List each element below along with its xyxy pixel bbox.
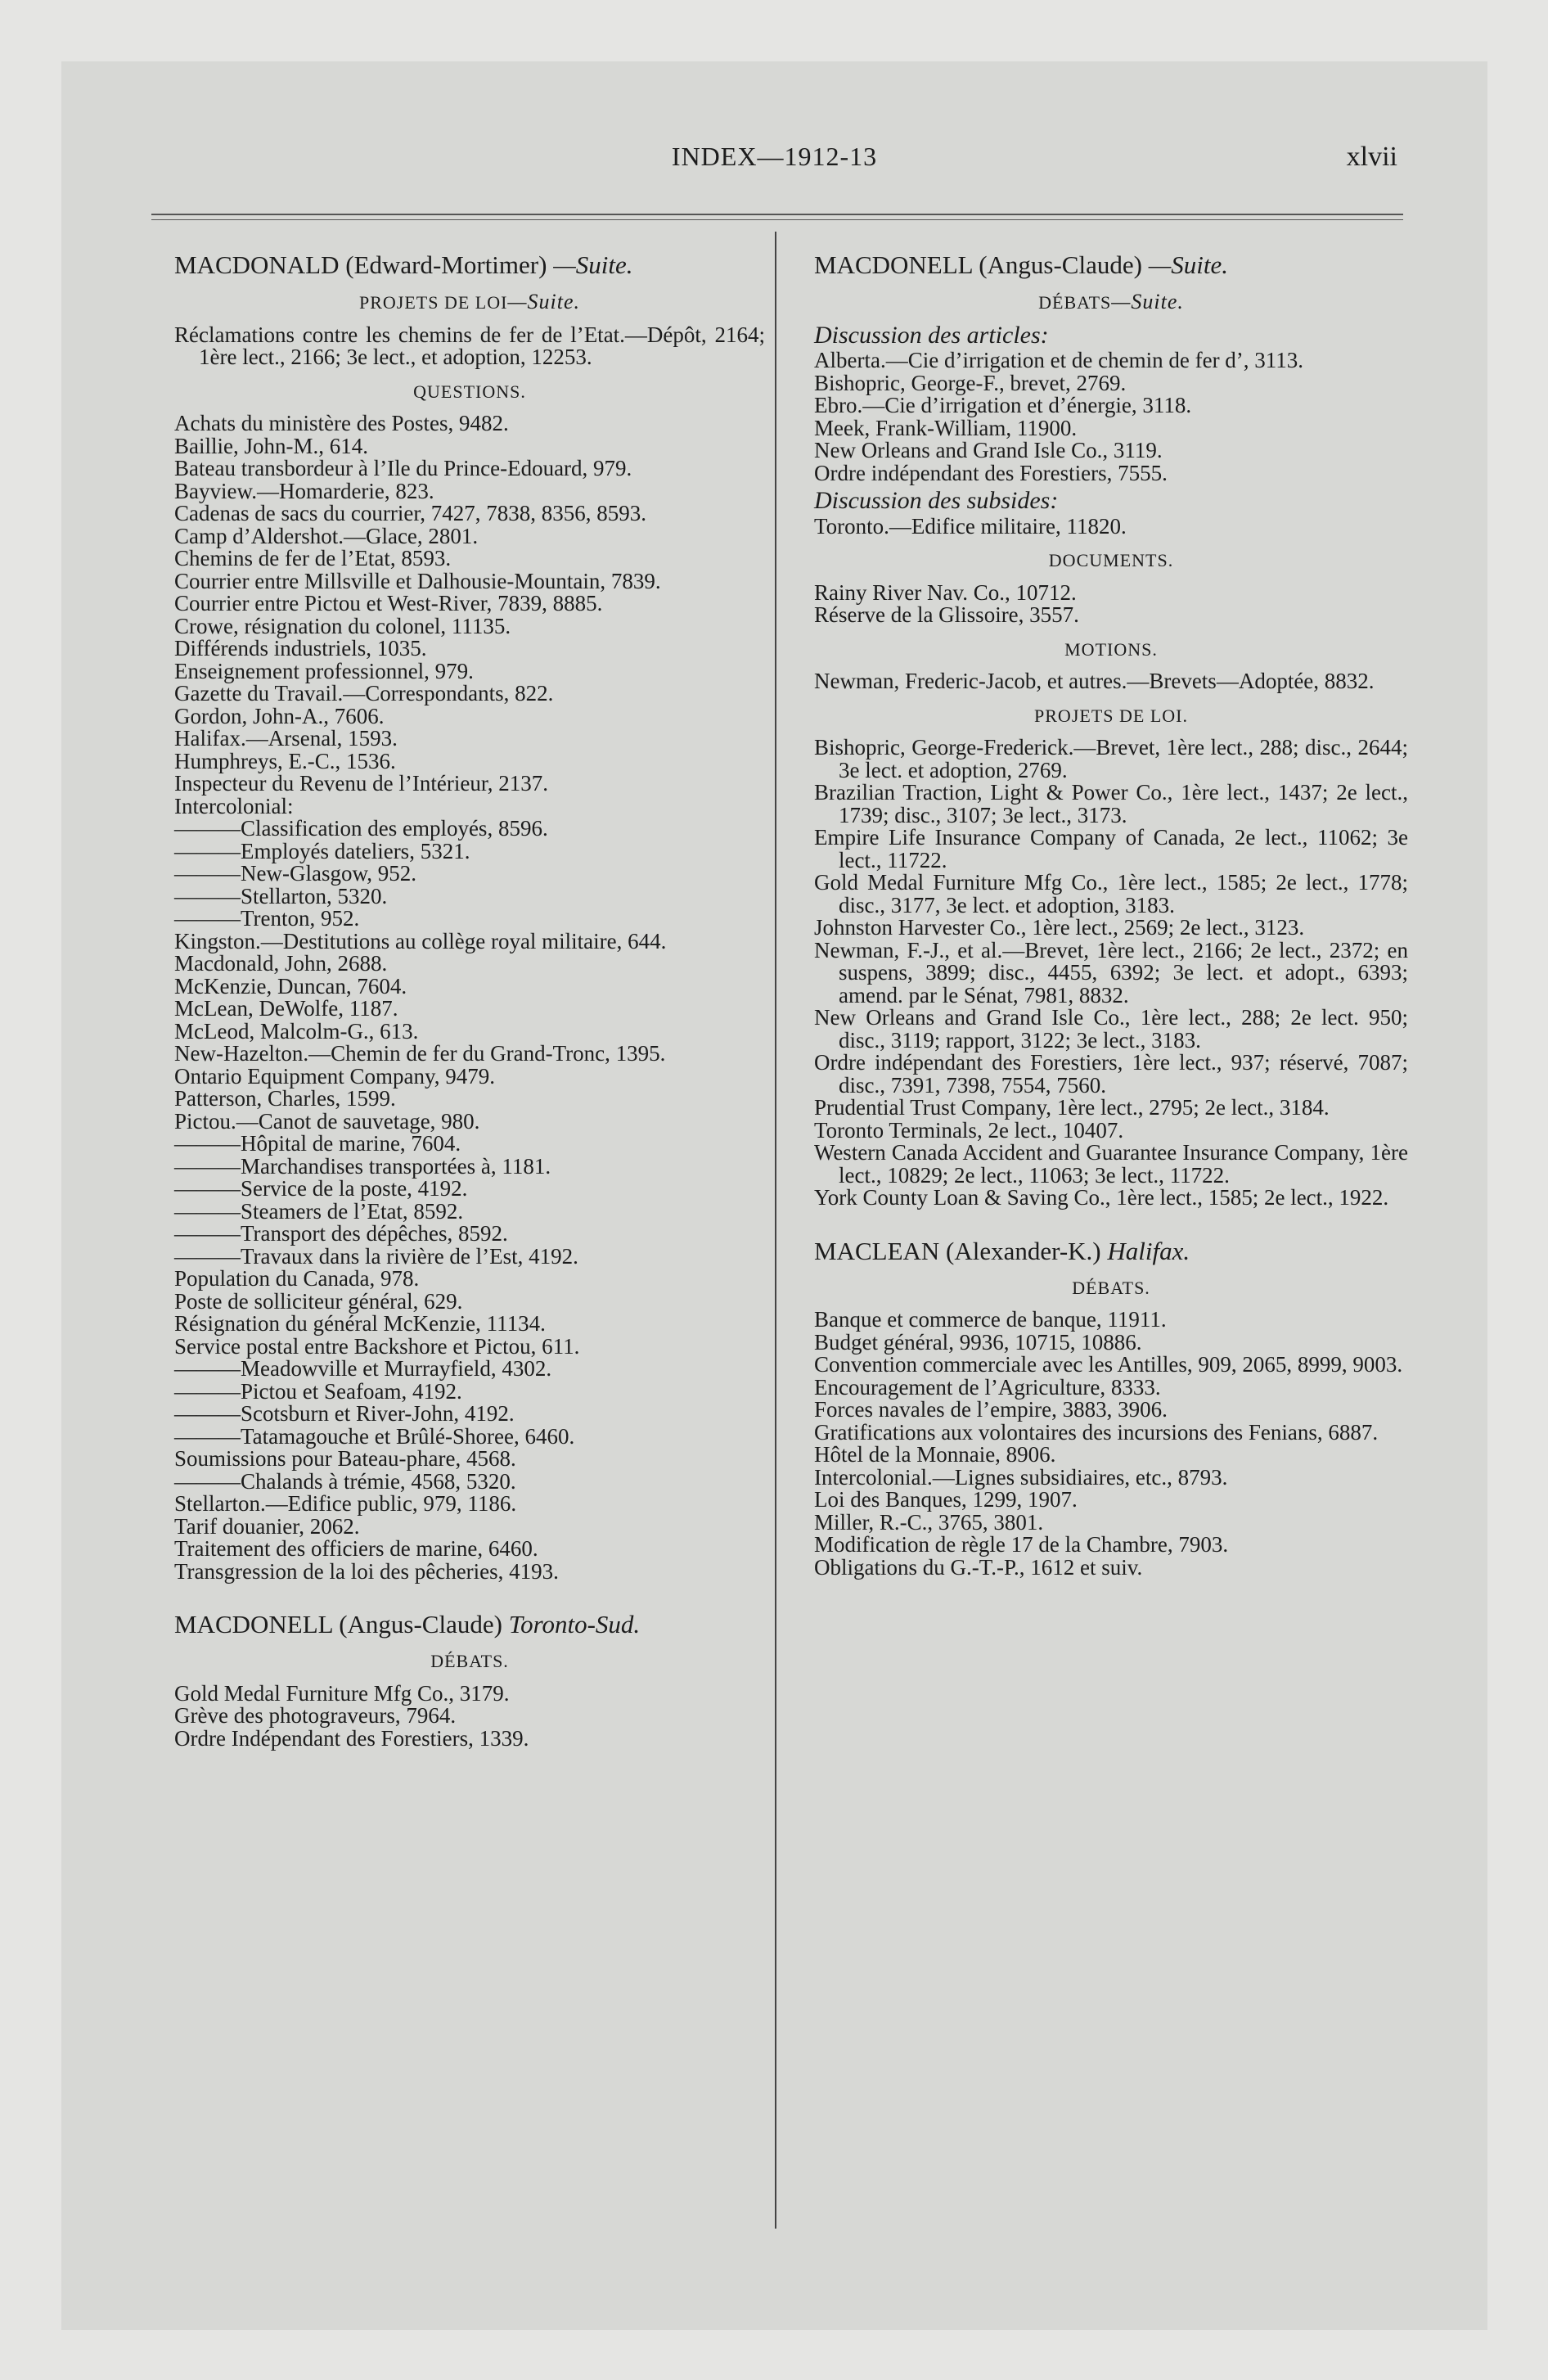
- index-entry: ———Employés dateliers, 5321.: [174, 838, 470, 863]
- index-entry: ———Service de la poste, 4192.: [174, 1176, 468, 1201]
- index-entry: Loi des Banques, 1299, 1907.: [814, 1487, 1078, 1512]
- entry-list: [814, 349, 1408, 485]
- index-entry: Empire Life Insurance Company of Canada, 2e lect., 11062; 3e lect., 11722.: [814, 825, 1408, 872]
- section-label: DÉBATS—Suite.: [1038, 290, 1184, 313]
- index-entry: Forces navales de l’empire, 3883, 3906.: [814, 1397, 1168, 1422]
- entry-list: [814, 513, 1408, 539]
- index-entry: Pictou.—Canot de sauvetage, 980.: [174, 1108, 480, 1134]
- index-entry: Enseignement professionnel, 979.: [174, 658, 474, 683]
- index-entry: ———Chalands à trémie, 4568, 5320.: [174, 1468, 516, 1494]
- section-label: QUESTIONS.: [413, 381, 526, 402]
- index-entry: Camp d’Aldershot.—Glace, 2801.: [174, 523, 479, 548]
- index-entry: ———Trenton, 952.: [174, 906, 360, 931]
- entry-list: [174, 1680, 765, 1751]
- index-entry: Brazilian Traction, Light & Power Co., 1ère lect., 1437; 2e lect., 1739; disc., 3107; 3e lect., 3173.: [814, 780, 1408, 827]
- index-entry: ———Tatamagouche et Brûlé-Shoree, 6460.: [174, 1423, 575, 1449]
- page-header: [61, 142, 1487, 181]
- subsection-label: Discussion des articles:: [814, 321, 1049, 349]
- index-entry: Halifax.—Arsenal, 1593.: [174, 726, 398, 751]
- index-entry: ———Marchandises transportées à, 1181.: [174, 1153, 551, 1179]
- entry-list: [174, 412, 765, 1583]
- index-entry: Ontario Equipment Company, 9479.: [174, 1063, 495, 1089]
- index-entry: Gratifications aux volontaires des incursions des Fenians, 6887.: [814, 1419, 1379, 1445]
- index-entry: Miller, R.-C., 3765, 3801.: [814, 1509, 1044, 1535]
- index-entry: New Orleans and Grand Isle Co., 3119.: [814, 438, 1163, 462]
- index-entry: Ordre indépendant des Forestiers, 1ère lect., 937; réservé, 7087; disc., 7391, 7398, 7554, 7560.: [814, 1050, 1408, 1098]
- section-label: DÉBATS.: [1072, 1277, 1150, 1298]
- index-entry: Poste de solliciteur général, 629.: [174, 1288, 463, 1314]
- index-entry: Réserve de la Glissoire, 3557.: [814, 602, 1079, 627]
- index-entry: Cadenas de sacs du courrier, 7427, 7838, 8356, 8593.: [174, 501, 647, 525]
- index-entry: Soumissions pour Bateau-phare, 4568.: [174, 1446, 516, 1471]
- index-entry: Traitement des officiers de marine, 6460.: [174, 1536, 538, 1561]
- entry-list: [814, 737, 1408, 1210]
- right-column: [814, 251, 1408, 1579]
- index-entry: Obligations du G.-T.-P., 1612 et suiv.: [814, 1554, 1143, 1580]
- index-entry: Gazette du Travail.—Correspondants, 822.: [174, 681, 554, 705]
- index-entry: Patterson, Charles, 1599.: [174, 1086, 396, 1111]
- index-entry: ———Pictou et Seafoam, 4192.: [174, 1378, 462, 1404]
- index-entry: Inspecteur du Revenu de l’Intérieur, 2137.: [174, 771, 549, 796]
- index-entry: McLean, DeWolfe, 1187.: [174, 996, 398, 1021]
- index-entry: Population du Canada, 978.: [174, 1266, 420, 1291]
- index-entry: Budget général, 9936, 10715, 10886.: [814, 1329, 1142, 1355]
- index-entry: ———Classification des employés, 8596.: [174, 816, 548, 841]
- index-entry: ———Steamers de l’Etat, 8592.: [174, 1198, 464, 1224]
- index-entry: Transgression de la loi des pêcheries, 4193.: [174, 1558, 559, 1584]
- index-entry: ———Transport des dépêches, 8592.: [174, 1221, 508, 1246]
- index-entry: Service postal entre Backshore et Pictou, 611.: [174, 1333, 580, 1359]
- index-entry: New Orleans and Grand Isle Co., 1ère lect., 288; 2e lect. 950; disc., 3119; rapport, 3122; 3e lect., 3183.: [814, 1005, 1408, 1053]
- index-entry: Différends industriels, 1035.: [174, 636, 427, 660]
- page-number: xlvii: [1346, 142, 1397, 172]
- section-label: PROJETS DE LOI—Suite.: [358, 290, 581, 313]
- column-divider: [775, 232, 776, 2229]
- index-entry: Toronto.—Edifice militaire, 11820.: [814, 513, 1127, 539]
- index-entry: Banque et commerce de banque, 11911.: [814, 1307, 1167, 1332]
- index-entry: Bayview.—Homarderie, 823.: [174, 478, 434, 503]
- index-entry: Bishopric, George-Frederick.—Brevet, 1ère lect., 288; disc., 2644; 3e lect. et adoption, 2769.: [814, 735, 1408, 782]
- header-rule-thin: [151, 219, 1403, 220]
- section-label: PROJETS DE LOI.: [1034, 705, 1188, 726]
- entry-list: [814, 1309, 1408, 1579]
- index-entry: Johnston Harvester Co., 1ère lect., 2569; 2e lect., 3123.: [814, 915, 1305, 940]
- page-title: INDEX—1912-13: [671, 142, 878, 171]
- index-entry: ———Meadowville et Murrayfield, 4302.: [174, 1356, 552, 1381]
- header-rule: [151, 214, 1403, 215]
- index-entry: Tarif douanier, 2062.: [174, 1513, 360, 1539]
- subsection-label: Discussion des subsides:: [814, 487, 1059, 514]
- index-entry: Humphreys, E.-C., 1536.: [174, 748, 396, 773]
- index-entry: ———Hôpital de marine, 7604.: [174, 1131, 461, 1156]
- section-label: DÉBATS.: [430, 1651, 509, 1671]
- index-entry: McLeod, Malcolm-G., 613.: [174, 1018, 419, 1044]
- member-heading: MACDONALD (Edward-Mortimer) —Suite.: [174, 250, 633, 279]
- index-entry: Macdonald, John, 2688.: [174, 951, 388, 976]
- index-entry: Hôtel de la Monnaie, 8906.: [814, 1442, 1056, 1467]
- index-entry: Réclamations contre les chemins de fer de l’Etat.—Dépôt, 2164; 1ère lect., 2166; 3e lect., et adoption, 12253.: [174, 322, 765, 369]
- index-entry: Encouragement de l’Agriculture, 8333.: [814, 1374, 1161, 1400]
- left-column: [174, 251, 765, 1750]
- section-label: MOTIONS.: [1064, 638, 1158, 660]
- index-entry: Achats du ministère des Postes, 9482.: [174, 411, 509, 435]
- index-entry: Grève des photograveurs, 7964.: [174, 1703, 457, 1728]
- index-entry: Intercolonial:: [174, 793, 294, 818]
- index-entry: Intercolonial.—Lignes subsidiaires, etc., 8793.: [814, 1464, 1228, 1490]
- member-heading: MACLEAN (Alexander-K.) Halifax.: [814, 1236, 1190, 1265]
- index-entry: Convention commerciale avec les Antilles, 909, 2065, 8999, 9003.: [814, 1352, 1403, 1377]
- index-entry: Résignation du général McKenzie, 11134.: [174, 1311, 546, 1336]
- index-entry: Ordre indépendant des Forestiers, 7555.: [814, 460, 1168, 485]
- entry-list: [174, 324, 765, 369]
- index-entry: ———Scotsburn et River-John, 4192.: [174, 1401, 515, 1426]
- index-page: [61, 61, 1487, 2330]
- index-entry: Courrier entre Pictou et West-River, 7839, 8885.: [174, 591, 603, 615]
- index-entry: Rainy River Nav. Co., 10712.: [814, 579, 1077, 605]
- index-entry: Baillie, John-M., 614.: [174, 433, 368, 458]
- section-label: DOCUMENTS.: [1048, 550, 1174, 570]
- index-entry: Bateau transbordeur à l’Ile du Prince-Edouard, 979.: [174, 456, 632, 480]
- index-entry: ———Stellarton, 5320.: [174, 883, 388, 908]
- index-entry: Bishopric, George-F., brevet, 2769.: [814, 370, 1127, 395]
- index-entry: Stellarton.—Edifice public, 979, 1186.: [174, 1491, 517, 1516]
- index-entry: ———New-Glasgow, 952.: [174, 861, 416, 886]
- index-entry: Gold Medal Furniture Mfg Co., 3179.: [174, 1680, 510, 1706]
- index-entry: Alberta.—Cie d’irrigation et de chemin de fer d’, 3113.: [814, 348, 1304, 372]
- index-entry: Courrier entre Millsville et Dalhousie-Mountain, 7839.: [174, 568, 661, 593]
- index-entry: York County Loan & Saving Co., 1ère lect., 1585; 2e lect., 1922.: [814, 1185, 1389, 1210]
- index-entry: Kingston.—Destitutions au collège royal militaire, 644.: [174, 928, 667, 953]
- index-entry: Ordre Indépendant des Forestiers, 1339.: [174, 1725, 529, 1751]
- index-entry: ———Travaux dans la rivière de l’Est, 4192.: [174, 1243, 578, 1269]
- index-entry: Ebro.—Cie d’irrigation et d’énergie, 3118.: [814, 393, 1192, 417]
- index-entry: Chemins de fer de l’Etat, 8593.: [174, 546, 452, 570]
- index-entry: Western Canada Accident and Guarantee Insurance Company, 1ère lect., 10829; 2e lect., 11063; 3e lect., 11722.: [814, 1140, 1408, 1188]
- index-entry: Gordon, John-A., 7606.: [174, 703, 385, 728]
- index-entry: Prudential Trust Company, 1ère lect., 2795; 2e lect., 3184.: [814, 1095, 1330, 1120]
- index-entry: Modification de règle 17 de la Chambre, 7903.: [814, 1532, 1229, 1557]
- index-entry: New-Hazelton.—Chemin de fer du Grand-Tronc, 1395.: [174, 1041, 666, 1066]
- index-entry: Newman, F.-J., et al.—Brevet, 1ère lect., 2166; 2e lect., 2372; en suspens, 3899; disc., 4455, 6392; 3e lect. et adopt., 6393; amend. par le Sénat, 7981, 8832.: [814, 937, 1408, 1007]
- index-entry: Gold Medal Furniture Mfg Co., 1ère lect., 1585; 2e lect., 1778; disc., 3177, 3e lect. et adoption, 3183.: [814, 870, 1408, 917]
- entry-list: [814, 579, 1408, 627]
- index-entry: McKenzie, Duncan, 7604.: [174, 973, 407, 998]
- member-heading: MACDONELL (Angus-Claude) —Suite.: [814, 250, 1228, 279]
- entry-list: [814, 670, 1408, 693]
- index-entry: Meek, Frank-William, 11900.: [814, 415, 1078, 440]
- index-entry: Toronto Terminals, 2e lect., 10407.: [814, 1117, 1124, 1143]
- index-entry: Newman, Frederic-Jacob, et autres.—Brevets—Adoptée, 8832.: [814, 669, 1375, 693]
- member-heading: MACDONELL (Angus-Claude) Toronto-Sud.: [174, 1610, 641, 1639]
- index-entry: Crowe, résignation du colonel, 11135.: [174, 613, 511, 638]
